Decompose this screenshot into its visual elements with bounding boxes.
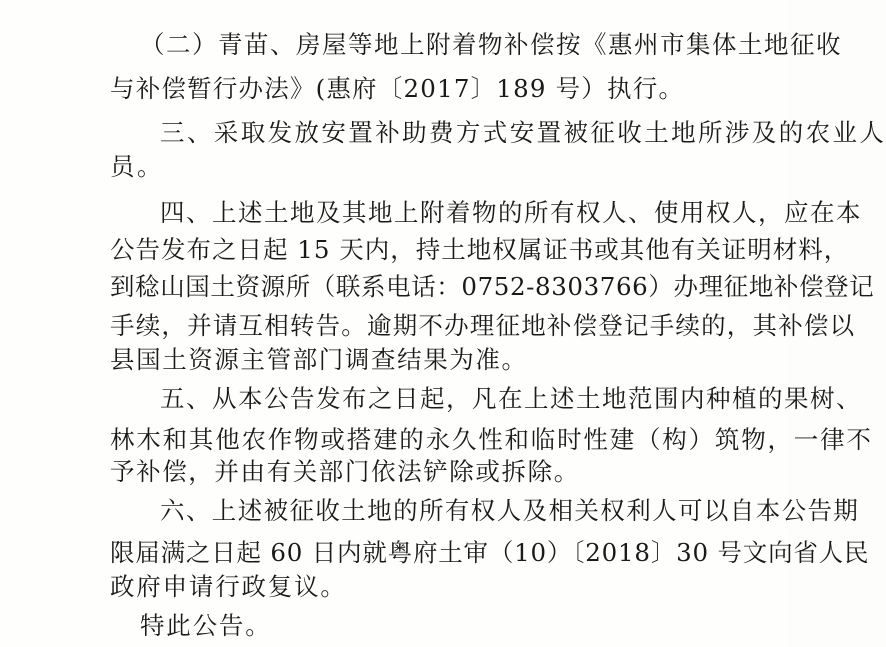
paragraph-4-line-2: 公告发布之日起 15 天内，持土地权属证书或其他有关证明材料， <box>110 235 850 264</box>
paragraph-6-line-1: 六、上述被征收土地的所有权人及相关权利人可以自本公告期 <box>160 496 860 525</box>
paragraph-3-line-1: 三、采取发放安置补助费方式安置被征收土地所涉及的农业人 <box>160 118 886 147</box>
paragraph-5-line-2: 林木和其他农作物或搭建的永久性和临时性建（构）筑物，一律不 <box>110 425 873 454</box>
paragraph-4-line-4: 手续，并请互相转告。逾期不办理征地补偿登记手续的，其补偿以 <box>110 311 856 340</box>
paragraph-5-line-3: 予补偿，并由有关部门依法铲除或拆除。 <box>110 457 580 486</box>
paragraph-3-line-2: 员。 <box>110 152 164 181</box>
paragraph-4-line-3: 到稔山国土资源所（联系电话：0752-8303766）办理征地补偿登记 <box>110 272 875 301</box>
paragraph-6-line-3: 政府申请行政复议。 <box>110 572 347 601</box>
paragraph-4-line-1: 四、上述土地及其地上附着物的所有权人、使用权人，应在本 <box>160 198 862 227</box>
closing-statement: 特此公告。 <box>140 611 272 640</box>
paragraph-2-line-1: （二）青苗、房屋等地上附着物补偿按《惠州市集体土地征收 <box>140 30 842 59</box>
paragraph-5-line-1: 五、从本公告发布之日起，凡在上述土地范围内种植的果树、 <box>160 384 862 413</box>
paragraph-4-line-5: 县国土资源主管部门调查结果为准。 <box>110 345 528 374</box>
paragraph-2-line-2: 与补偿暂行办法》(惠府〔2017〕189 号）执行。 <box>110 74 685 103</box>
paragraph-6-line-2: 限届满之日起 60 日内就粤府土审（10）〔2018〕30 号文向省人民 <box>110 538 870 567</box>
